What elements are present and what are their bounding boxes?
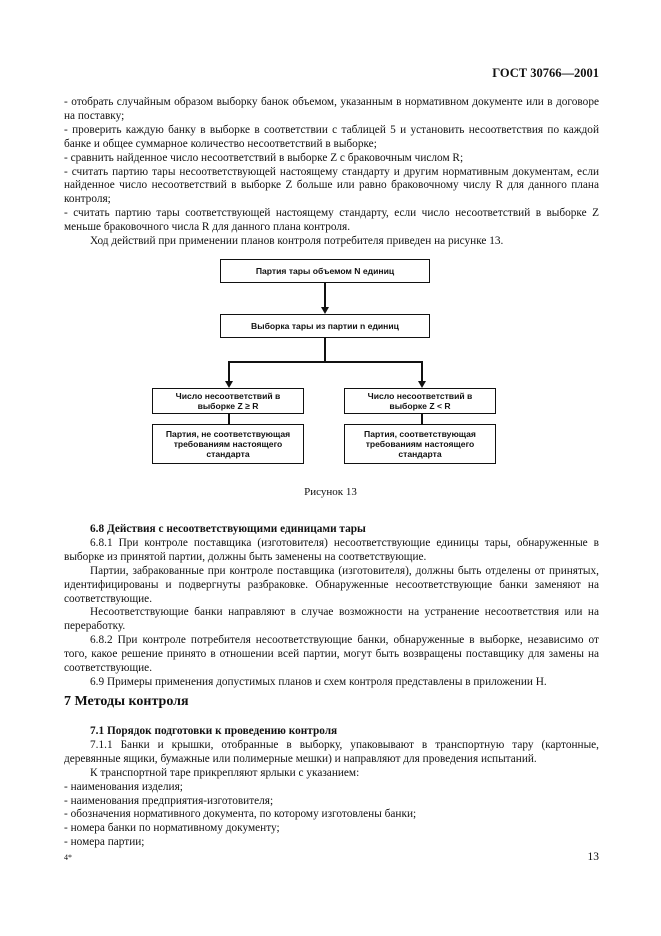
flow-box-cond-accept: Число несоответствий в выборке Z < R xyxy=(344,388,496,414)
flowchart xyxy=(64,254,599,474)
paragraph: - отобрать случайным образом выборку банок объемом, указанным в нормативном документе или в договоре на поставку; xyxy=(64,96,599,122)
list-item: - обозначения нормативного документа, по которому изготовлены банки; xyxy=(64,808,417,821)
paragraph: 7.1.1 Банки и крышки, отобранные в выборку, упаковывают в транспортную тару (картонные, деревянные ящики, бумажные или полимерные мешки) и направляют для проведения испытаний. xyxy=(64,738,599,765)
paragraph: - считать партию тары несоответствующей настоящему стандарту и другим нормативным документам, если найденное число несоответствий в выборке Z больше или равно браковочному числу R для данного плана контроля; xyxy=(64,165,599,206)
paragraph: - проверить каждую банку в выборке в соответствии с таблицей 5 и установить несоответствия по каждой банке и общее суммарное количество несоответствий в выборке; xyxy=(64,123,599,150)
flow-connector xyxy=(421,414,423,424)
signature-mark: 4* xyxy=(64,853,72,862)
paragraph: Партии, забракованные при контроле поставщика (изготовителя), должны быть отделены от принятых, идентифицированы и подвергнуты разбраковке. Обнаруженные несоответствующие банки заменяют на соответствующие. xyxy=(64,564,599,605)
section-7 xyxy=(64,725,599,850)
list-item: - наименования предприятия-изготовителя; xyxy=(64,794,274,807)
section-heading: 6.8 Действия с несоответствующими единицами тары xyxy=(90,523,366,535)
section-7-heading: 7 Методы контроля xyxy=(64,694,189,709)
flow-connector xyxy=(228,361,422,363)
page-number: 13 xyxy=(587,851,599,863)
intro-text xyxy=(64,96,599,249)
flow-connector xyxy=(324,283,326,308)
flow-box-result-reject: Партия, не соответствующая требованиям настоящего стандарта xyxy=(152,424,304,464)
list-item: - номера партии; xyxy=(64,836,145,849)
subsection-heading: 7.1 Порядок подготовки к проведению контроля xyxy=(90,725,338,737)
flow-box-result-accept: Партия, соответствующая требованиям настоящего стандарта xyxy=(344,424,496,464)
flow-connector xyxy=(324,338,326,362)
list-item: - наименования изделия; xyxy=(64,780,183,793)
figure-caption: Рисунок 13 xyxy=(304,486,357,498)
flow-connector xyxy=(228,414,230,424)
paragraph: К транспортной таре прикрепляют ярлыки с указанием: xyxy=(90,766,360,779)
paragraph: Несоответствующие банки направляют в случае возможности на устранение несоответствия или на переработку. xyxy=(64,606,599,633)
flow-box-lot: Партия тары объемом N единиц xyxy=(220,259,430,283)
paragraph: 6.8.2 При контроле потребителя несоответствующие банки, обнаруженные в выборке, независимо от того, какое решение принято в отношении всей партии, могут быть возвращены поставщику для замены на соответствующие. xyxy=(64,634,599,675)
paragraph: - считать партию тары соответствующей настоящему стандарту, если число несоответствий в выборке Z меньше браковочного числа R для данного плана контроля. xyxy=(64,207,599,234)
flow-arrow xyxy=(418,381,426,388)
flow-arrow xyxy=(321,307,329,314)
flow-connector xyxy=(228,361,230,382)
paragraph: Ход действий при применении планов контроля потребителя приведен на рисунке 13. xyxy=(90,235,504,248)
section-6-8 xyxy=(64,523,599,690)
paragraph: - сравнить найденное число несоответствий в выборке Z с браковочным числом R; xyxy=(64,151,464,164)
paragraph: 6.9 Примеры применения допустимых планов и схем контроля представлены в приложении Н. xyxy=(90,675,547,688)
flow-box-cond-reject: Число несоответствий в выборке Z ≥ R xyxy=(152,388,304,414)
paragraph: 6.8.1 При контроле поставщика (изготовителя) несоответствующие единицы тары, обнаруженные в выборке из принятой партии, должны быть заменены на соответствующие. xyxy=(64,536,599,563)
list-item: - номера банки по нормативному документу; xyxy=(64,822,280,835)
document-header: ГОСТ 30766—2001 xyxy=(492,66,599,80)
flow-connector xyxy=(421,361,423,382)
flow-box-sample: Выборка тары из партии n единиц xyxy=(220,314,430,338)
flow-arrow xyxy=(225,381,233,388)
